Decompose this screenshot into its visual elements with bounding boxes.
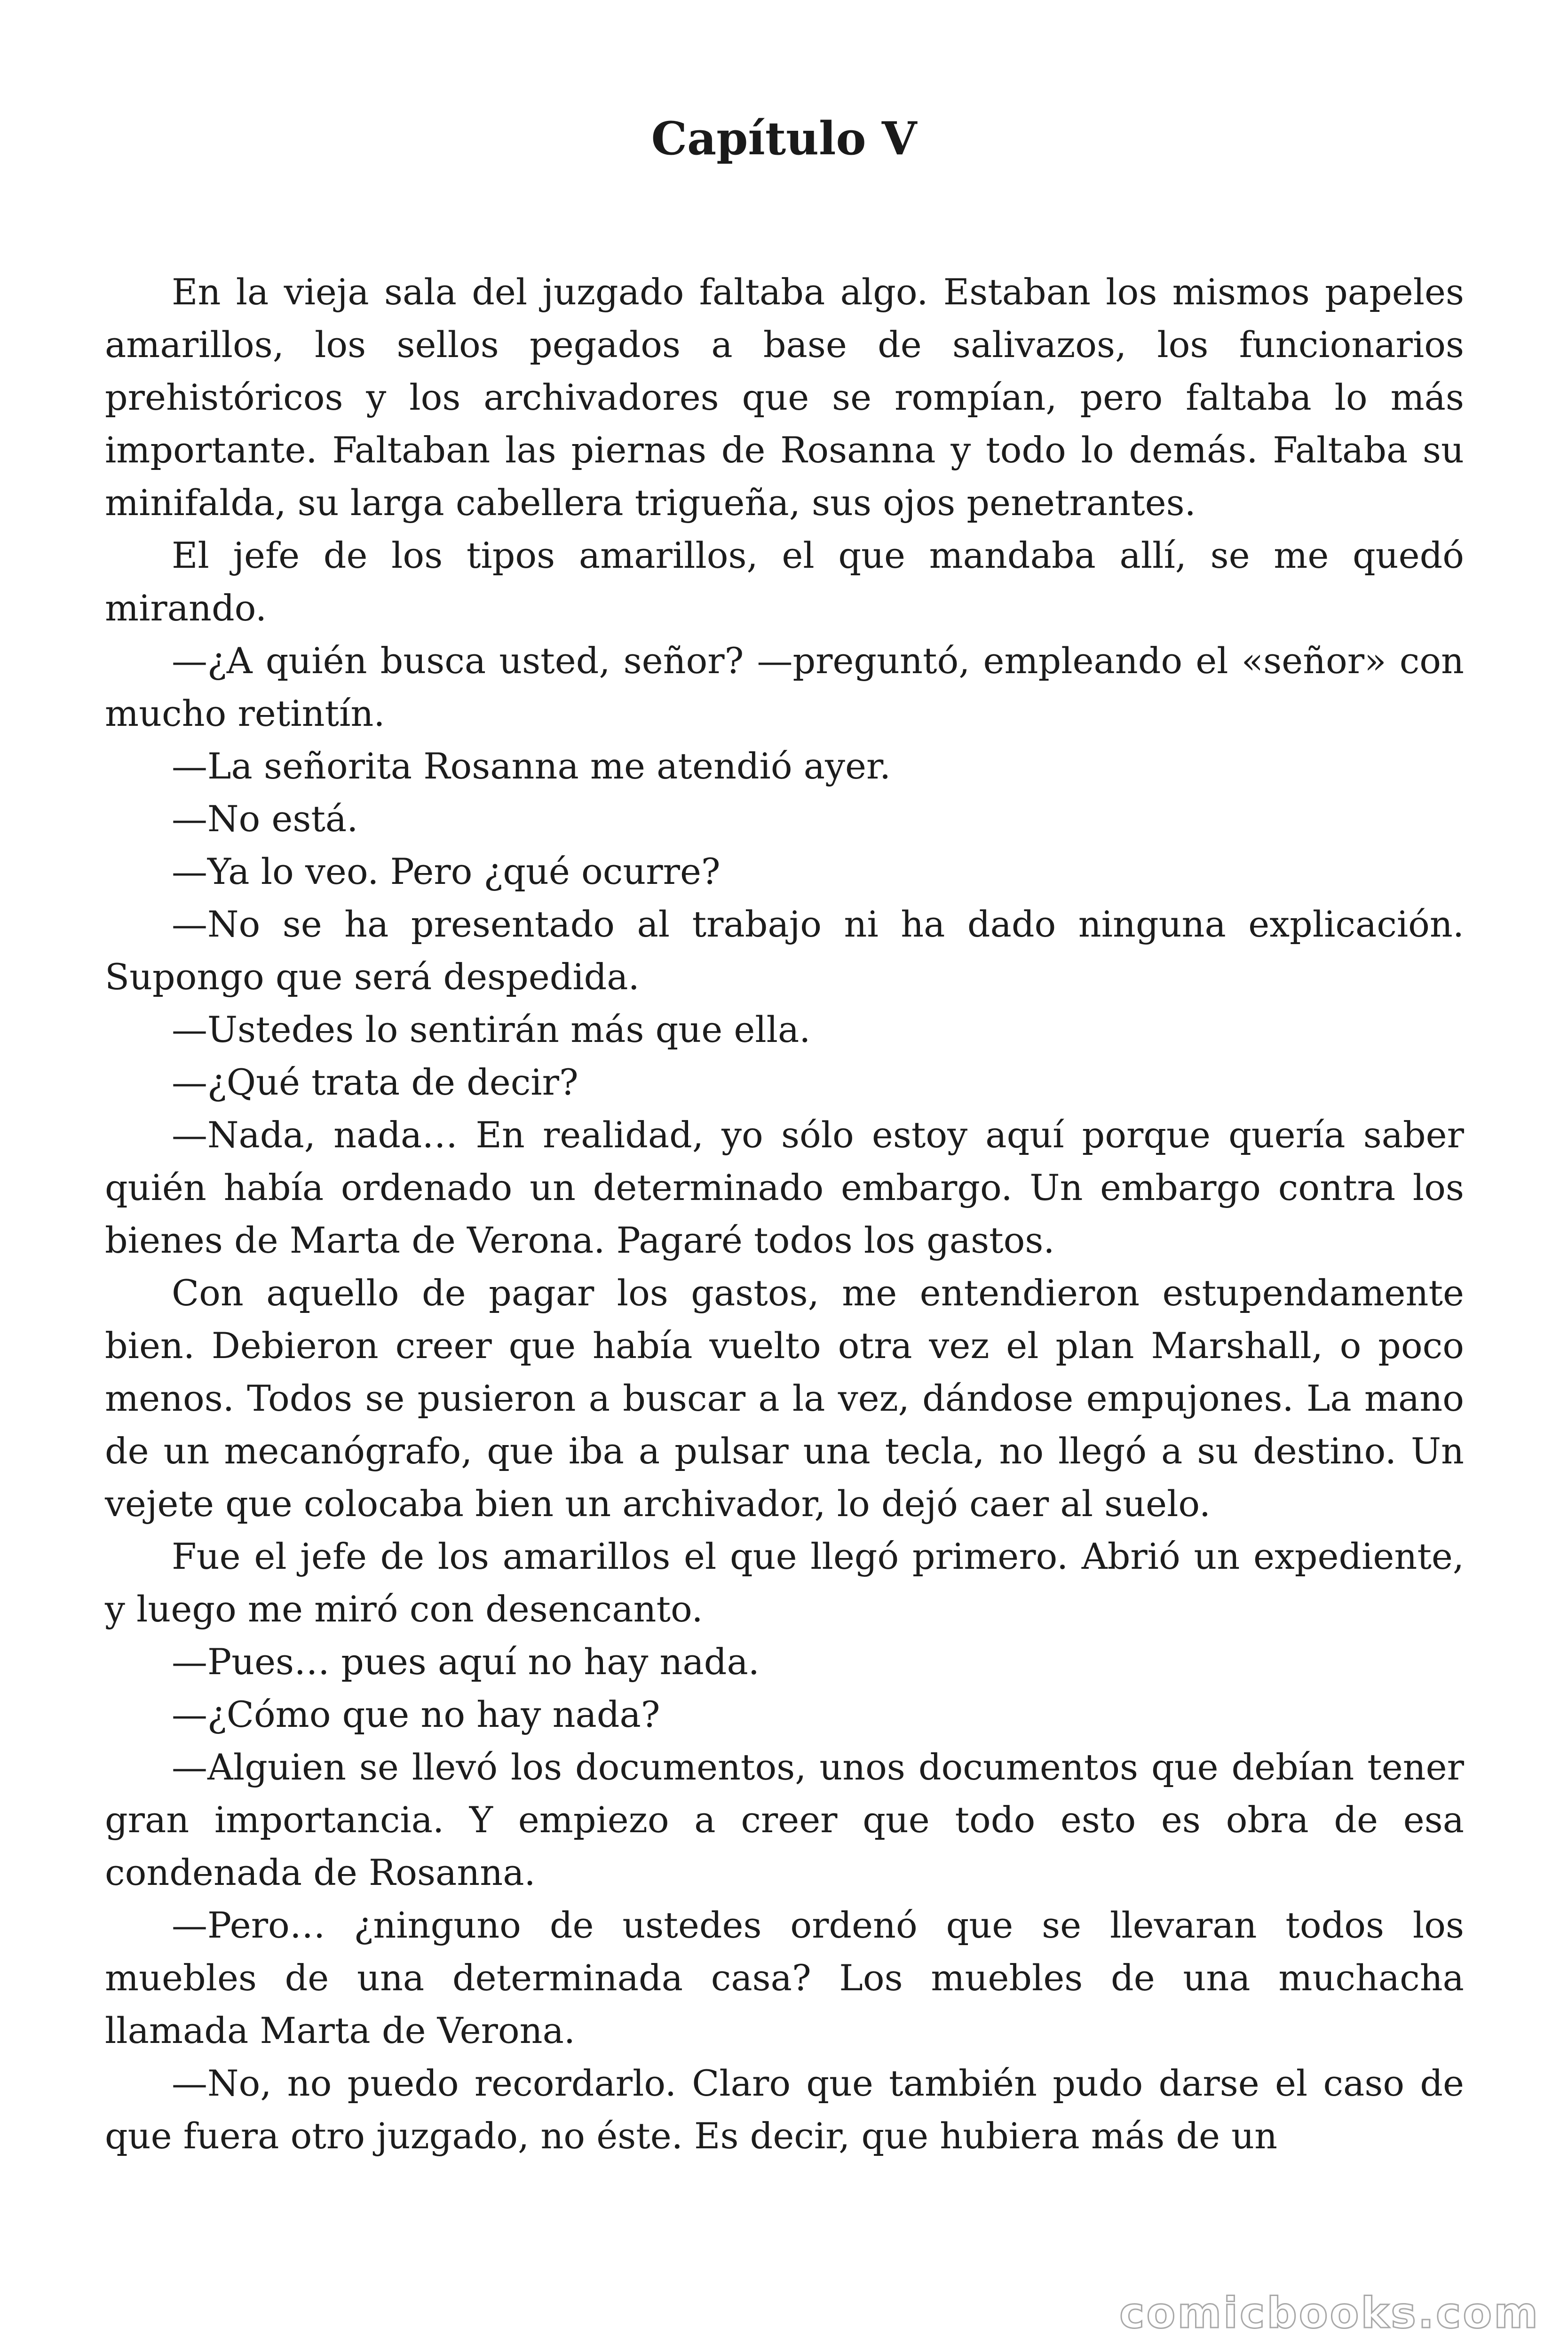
- paragraph: Fue el jefe de los amarillos el que llegó primero. Abrió un expediente, y luego me miró con desencanto.: [105, 1535, 1464, 1630]
- paragraph: —No se ha presentado al trabajo ni ha dado ninguna explicación. Supongo que será despedida.: [105, 903, 1464, 998]
- paragraph: El jefe de los tipos amarillos, el que mandaba allí, se me quedó mirando.: [105, 534, 1464, 629]
- paragraph: —¿A quién busca usted, señor? —preguntó, empleando el «señor» con mucho retintín.: [105, 640, 1464, 734]
- paragraph: —Ustedes lo sentirán más que ella.: [172, 1009, 811, 1050]
- paragraph: —Ya lo veo. Pero ¿qué ocurre?: [172, 850, 721, 892]
- paragraph: Con aquello de pagar los gastos, me entendieron estupendamente bien. Debieron creer que había vuelto otra vez el plan Marshall, o poco menos. Todos se pusieron a buscar a la vez, dándose empujones. La mano de un mecanógrafo, que iba a pulsar una tecla, no llegó a su destino. Un vejete que colocaba bien un archivador, lo dejó caer al suelo.: [105, 1272, 1464, 1525]
- paragraph: —No está.: [172, 798, 358, 840]
- paragraph: —No, no puedo recordarlo. Claro que también pudo darse el caso de que fuera otro juzgado, no éste. Es decir, que hubiera más de un: [105, 2062, 1464, 2157]
- paragraph: —¿Qué trata de decir?: [172, 1061, 578, 1103]
- paragraph: —La señorita Rosanna me atendió ayer.: [172, 745, 891, 787]
- paragraph: —Pues… pues aquí no hay nada.: [172, 1641, 760, 1683]
- paragraph: —Pero… ¿ninguno de ustedes ordenó que se llevaran todos los muebles de una determinada casa? Los muebles de una muchacha llamada Marta de Verona.: [105, 1904, 1464, 2051]
- paragraph: En la vieja sala del juzgado faltaba algo. Estaban los mismos papeles amarillos, los sellos pegados a base de salivazos, los funcionarios prehistóricos y los archivadores que se rompían, pero faltaba lo más importante. Faltaban las piernas de Rosanna y todo lo demás. Faltaba su minifalda, su larga cabellera trigueña, sus ojos penetrantes.: [105, 271, 1464, 524]
- paragraph: —¿Cómo que no hay nada?: [172, 1693, 660, 1735]
- chapter-title: Capítulo V: [651, 112, 917, 165]
- watermark: comicbooks.com: [1119, 2288, 1540, 2338]
- paragraph: —Alguien se llevó los documentos, unos documentos que debían tener gran importancia. Y empiezo a creer que todo esto es obra de esa condenada de Rosanna.: [105, 1746, 1464, 1893]
- paragraph: —Nada, nada… En realidad, yo sólo estoy aquí porque quería saber quién había ordenado un determinado embargo. Un embargo contra los bienes de Marta de Verona. Pagaré todos los gastos.: [105, 1114, 1464, 1261]
- chapter-body: [105, 266, 1464, 2162]
